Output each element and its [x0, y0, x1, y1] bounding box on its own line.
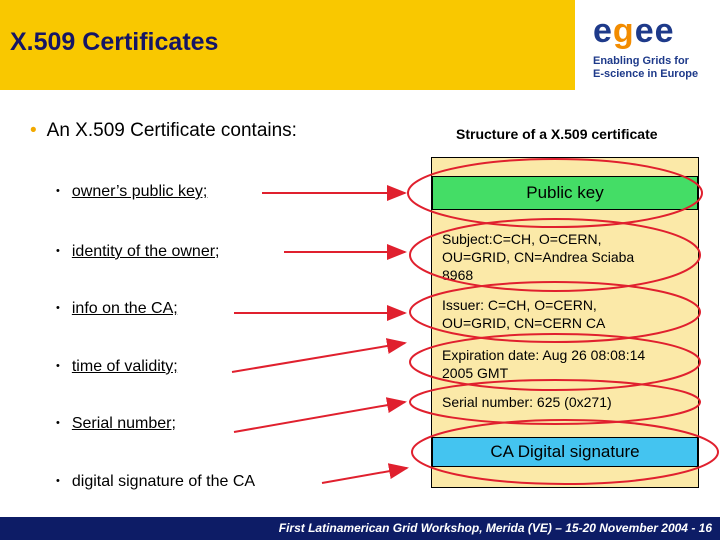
list-item-text: Serial number; — [71, 415, 176, 432]
list-item-text: owner’s public key; — [71, 183, 208, 200]
main-bullet-text: An X.509 Certificate contains: — [46, 120, 297, 141]
bullet-dot: • — [56, 360, 60, 372]
logo-tagline-line-2: E-science in Europe — [593, 68, 699, 80]
main-bullet-dot: • — [30, 120, 37, 141]
footer-text: First Latinamerican Grid Workshop, Merida (VE) – 15-20 November 2004 - 16 — [278, 521, 712, 535]
logo-tagline-line-1: Enabling Grids for — [593, 55, 689, 67]
list-item-text: time of validity; — [71, 358, 178, 375]
bullet-dot: • — [56, 417, 60, 429]
issuer-field: Issuer: C=CH, O=CERN, OU=GRID, CN=CERN CA — [442, 297, 606, 331]
bullet-dot: • — [56, 302, 60, 314]
expiration-field: Expiration date: Aug 26 08:08:14 2005 GMT — [442, 347, 646, 381]
logo-wordmark: egee — [593, 12, 675, 50]
public-key-box: Public key — [432, 176, 698, 210]
bullet-dot: • — [56, 185, 60, 197]
highlight-ellipse-subject — [410, 219, 700, 291]
arrow-signature — [322, 468, 407, 483]
arrow-serial — [234, 402, 405, 432]
highlight-ellipse-signature — [412, 420, 718, 484]
list-item-text: digital signature of the CA — [71, 473, 256, 490]
highlight-ellipse-public-key — [408, 159, 702, 227]
list-item-text: info on the CA; — [71, 300, 178, 317]
subject-field: Subject:C=CH, O=CERN, OU=GRID, CN=Andrea Sciaba 8968 — [442, 231, 635, 283]
serial-field: Serial number: 625 (0x271) — [442, 394, 612, 410]
footer-bar — [0, 517, 720, 540]
page-title: X.509 Certificates — [10, 28, 219, 56]
bullet-dot: • — [56, 475, 60, 487]
structure-title: Structure of a X.509 certificate — [456, 126, 658, 142]
list-item-text: identity of the owner; — [71, 243, 220, 260]
bullet-dot: • — [56, 245, 60, 257]
highlight-ellipse-serial — [410, 380, 700, 424]
arrow-validity — [232, 343, 405, 372]
ca-signature-box: CA Digital signature — [432, 437, 698, 467]
